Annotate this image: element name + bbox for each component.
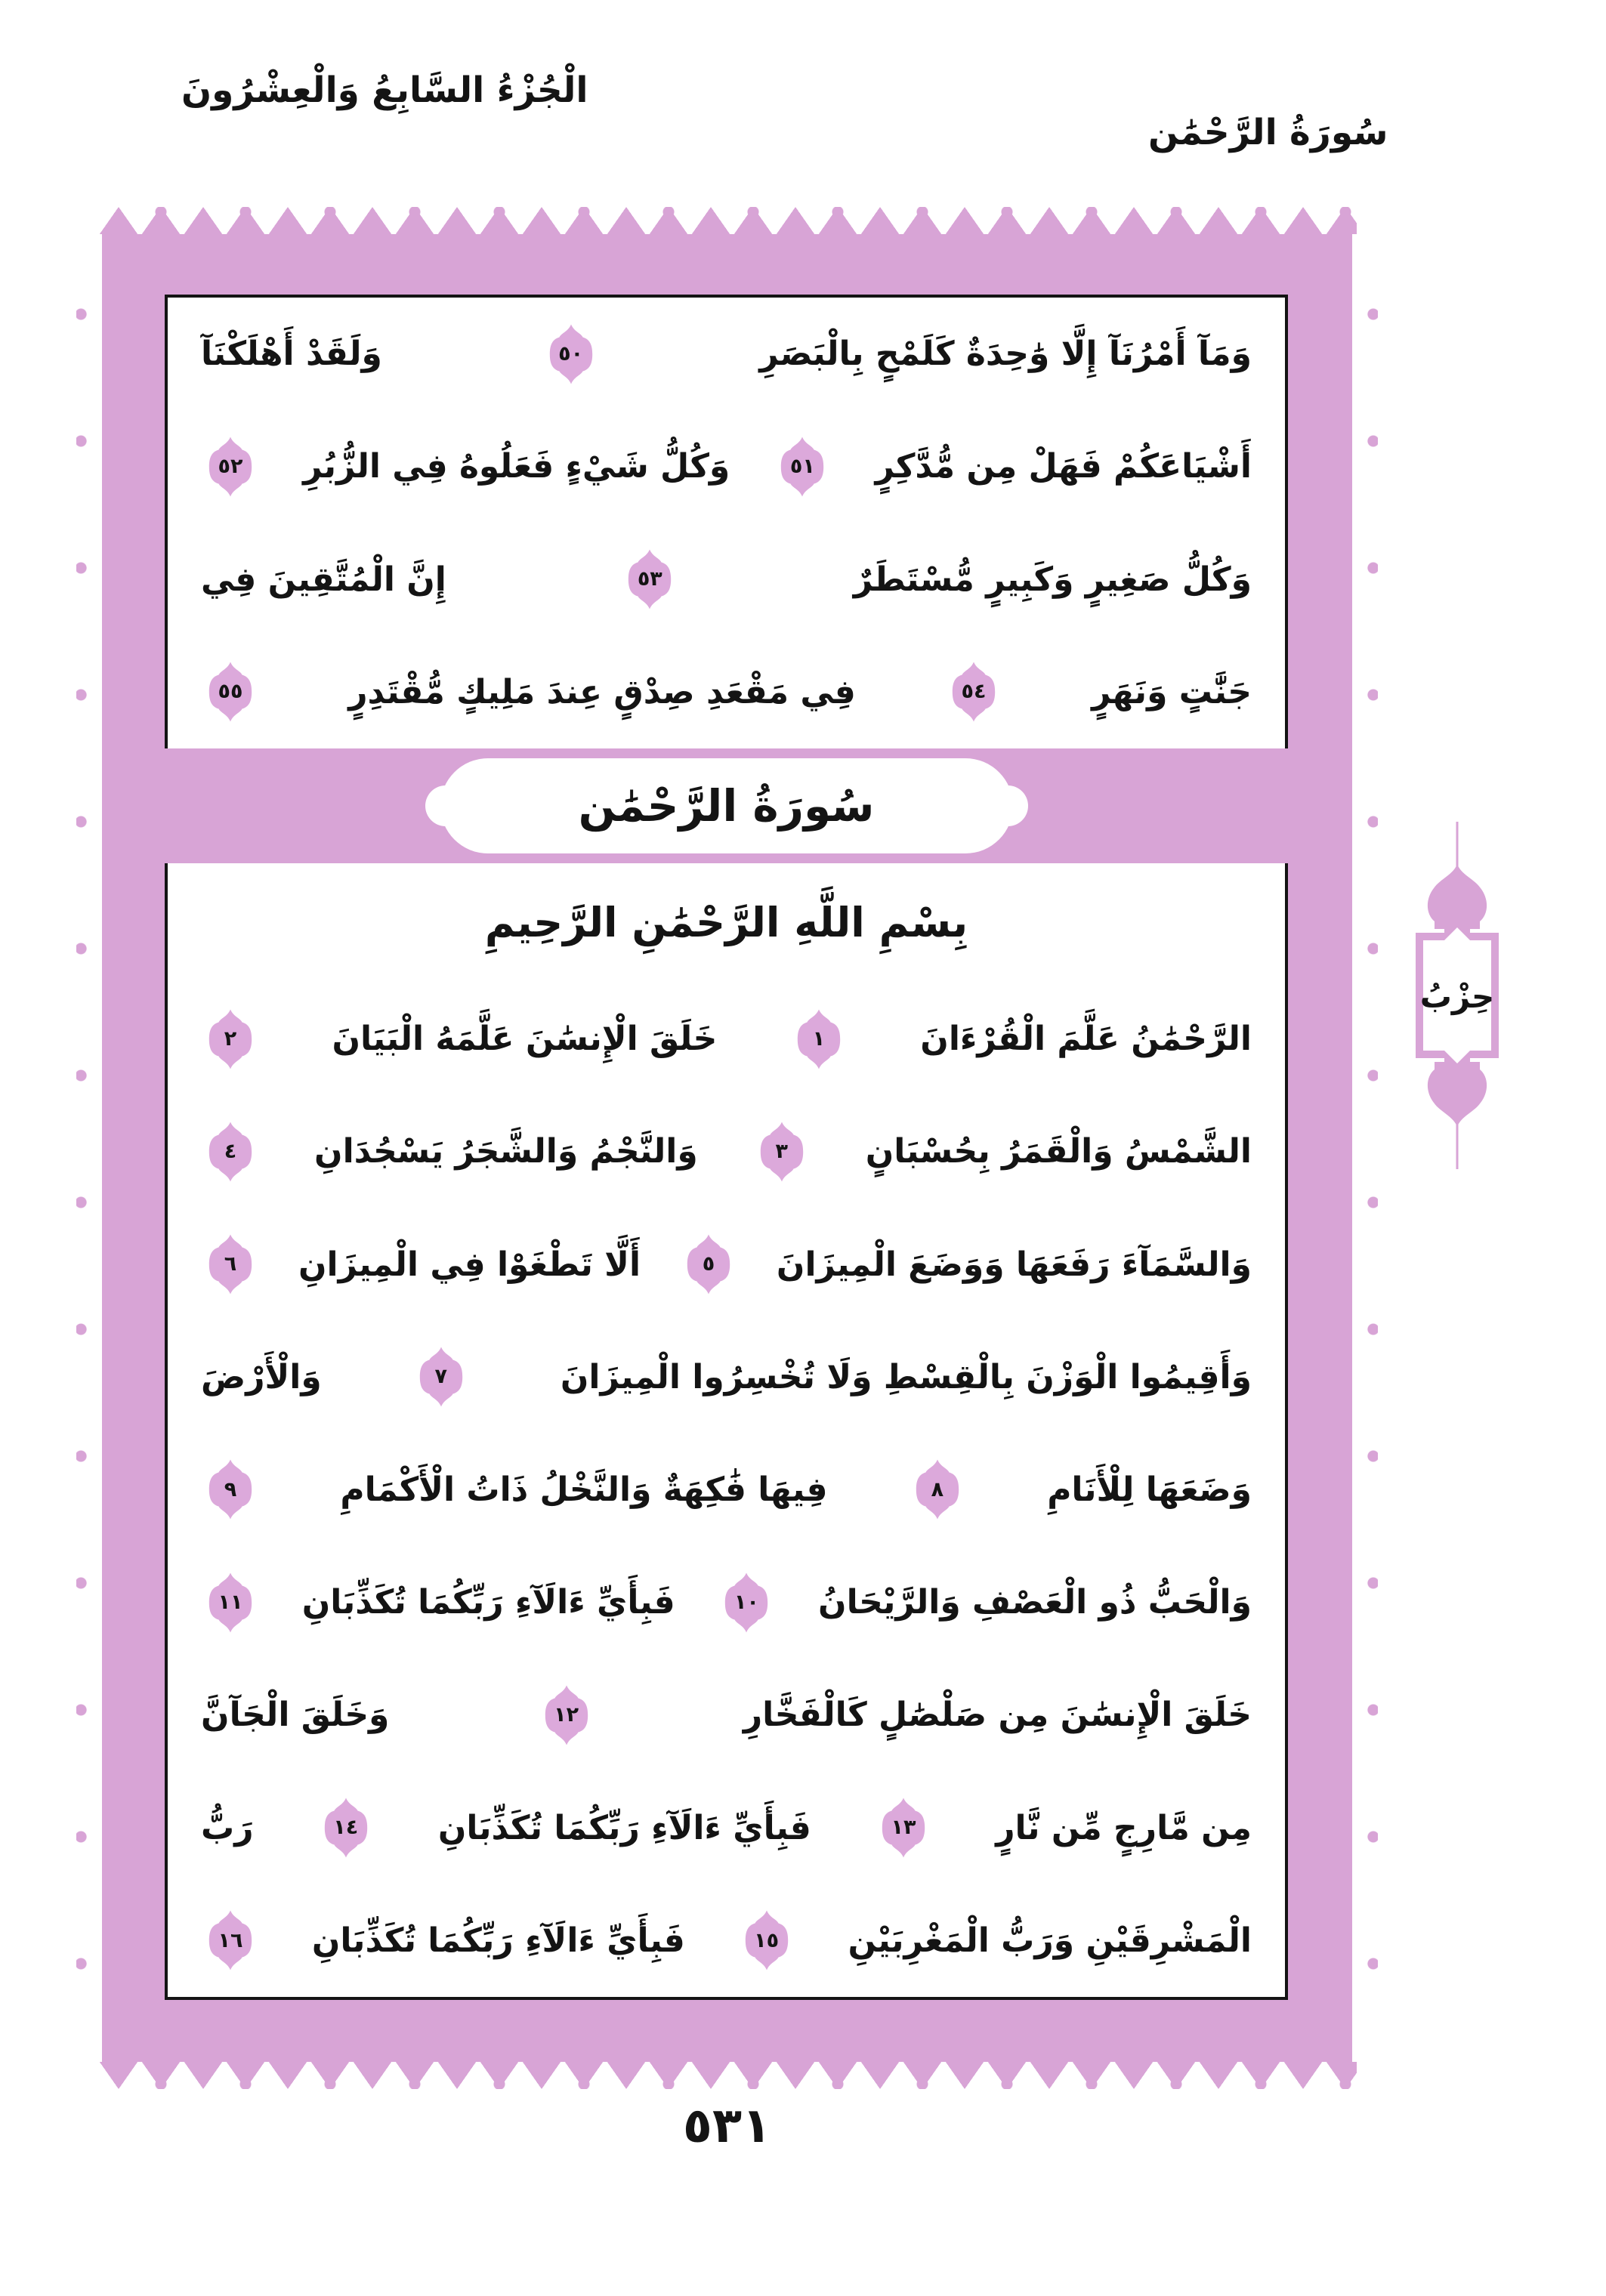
verse-text: خَلَقَ الْإِنسَٰنَ عَلَّمَهُ الْبَيَانَ [332,1020,718,1059]
ayah-number: ١٥ [754,1928,780,1952]
qamar-lines [168,298,1285,748]
ayah-marker-icon [418,1341,465,1412]
quran-line [168,298,1285,410]
ayah-number: ٢ [224,1026,237,1051]
decorative-frame [102,234,1352,2062]
quran-line [168,1095,1285,1208]
quran-line [168,523,1285,635]
ayah-marker-icon [950,656,997,727]
ayah-number: ٥٥ [218,680,243,704]
verse-text: مِن مَّارِجٍ مِّن نَّارٍ [996,1808,1252,1847]
verse-text: وَكُلُّ صَغِيرٍ وَكَبِيرٍ مُّسْتَطَرٌ [853,560,1252,599]
verse-text: وَكُلُّ شَيْءٍ فَعَلُوهُ فِي الزُّبُرِ [303,447,730,486]
verse-text: أَشْيَاعَكُمْ فَهَلْ مِن مُّدَّكِرٍ [875,447,1252,486]
ayah-number: ٤ [224,1139,237,1163]
ayah-number: ١١ [218,1590,243,1614]
verse-text: جَنَّٰتٍ وَنَهَرٍ [1092,672,1252,711]
verse-text: الْمَشْرِقَيْنِ وَرَبُّ الْمَغْرِبَيْنِ [848,1921,1252,1960]
quran-line [168,410,1285,523]
verse-text: فَبِأَيِّ ءَالَآءِ رَبِّكُمَا تُكَذِّبَانِ [301,1583,675,1622]
verse-text: خَلَقَ الْإِنسَٰنَ مِن صَلْصَٰلٍ كَالْفَخَّارِ [743,1696,1252,1735]
ayah-number: ٩ [224,1477,237,1501]
hizb-label: حِزْبُ [1419,978,1495,1015]
verse-text: أَلَّا تَطْغَوْا فِي الْمِيزَانِ [298,1245,641,1284]
text-field [165,295,1288,2000]
quran-line [168,1208,1285,1320]
verse-text: رَبُّ [201,1808,254,1847]
quran-line [168,1884,1285,1997]
quran-line [168,1772,1285,1884]
ayah-marker-icon [207,1116,254,1187]
ayah-marker-icon [880,1792,927,1863]
ayah-marker-icon [743,1905,790,1976]
ayah-number: ٥٣ [637,567,662,591]
ayah-marker-icon [543,1680,590,1751]
verse-text: الرَّحْمَٰنُ عَلَّمَ الْقُرْءَانَ [920,1020,1252,1059]
verse-text: فِي مَقْعَدِ صِدْقٍ عِندَ مَلِيكٍ مُّقْتَدِرٍ [348,672,856,711]
ayah-marker-icon [723,1567,770,1638]
rahman-lines [168,983,1285,1997]
ayah-number: ١٦ [218,1928,243,1952]
verse-text: وَلَقَدْ أَهْلَكْنَآ [201,335,382,374]
ayah-number: ١٣ [891,1816,916,1840]
ayah-number: ٥٤ [961,680,987,704]
ayah-number: ٥٢ [218,454,243,478]
ayah-marker-icon [779,431,826,502]
verse-text: فِيهَا فَٰكِهَةٌ وَالنَّخْلُ ذَاتُ الْأَكْمَامِ [340,1470,828,1509]
verse-text: وَمَآ أَمْرُنَآ إِلَّا وَٰحِدَةٌ كَلَمْحٍ بِالْبَصَرِ [759,335,1252,374]
ayah-marker-icon [323,1792,369,1863]
bismillah-text: بِسْمِ اللَّهِ الرَّحْمَٰنِ الرَّحِيمِ [484,899,968,947]
frame-zigzag-top [97,207,1357,234]
verse-text: وَضَعَهَا لِلْأَنَامِ [1047,1470,1252,1509]
ayah-number: ٦ [224,1252,237,1276]
ayah-marker-icon [914,1454,961,1525]
frame-zigzag-left [76,230,102,2066]
ayah-marker-icon [207,1905,254,1976]
ayah-number: ١٤ [333,1816,359,1840]
ayah-marker-icon [207,1229,254,1300]
ayah-marker-icon [207,1004,254,1075]
quran-line [168,636,1285,748]
ayah-number: ٥ [702,1252,715,1276]
ayah-marker-icon [207,431,254,502]
verse-text: وَالنَّجْمُ وَالشَّجَرُ يَسْجُدَانِ [314,1132,698,1171]
ayah-number: ١ [812,1026,826,1051]
ayah-marker-icon [795,1004,842,1075]
quran-line [168,1659,1285,1771]
verse-text: وَالْأَرْضَ [201,1357,322,1396]
quran-line [168,1433,1285,1546]
ayah-marker-icon [626,544,673,615]
ayah-number: ٨ [931,1477,944,1501]
ayah-marker-icon [548,319,595,390]
verse-text: وَأَقِيمُوا الْوَزْنَ بِالْقِسْطِ وَلَا تُخْسِرُوا الْمِيزَانَ [560,1357,1252,1396]
surah-title: سُورَةُ الرَّحْمَٰن [578,779,875,832]
surah-title-cartouche [440,758,1013,853]
quran-line [168,1546,1285,1659]
surah-header: سُورَةُ الرَّحْمَٰن [1148,112,1388,153]
ayah-marker-icon [758,1116,805,1187]
verse-text: إِنَّ الْمُتَّقِينَ فِي [201,560,446,599]
ayah-number: ٧ [434,1365,448,1389]
page-number: ٥٣١ [682,2098,772,2154]
ayah-number: ١٢ [554,1703,579,1727]
ayah-number: ٣ [775,1139,788,1163]
ayah-number: ٥١ [789,454,815,478]
ayah-number: ١٠ [734,1590,759,1614]
bismillah-row [168,863,1285,983]
frame-zigzag-right [1352,230,1378,2066]
verse-text: فَبِأَيِّ ءَالَآءِ رَبِّكُمَا تُكَذِّبَانِ [437,1808,811,1847]
verse-text: الشَّمْسُ وَالْقَمَرُ بِحُسْبَانٍ [865,1132,1252,1171]
verse-text: فَبِأَيِّ ءَالَآءِ رَبِّكُمَا تُكَذِّبَانِ [311,1921,685,1960]
verse-text: وَخَلَقَ الْجَآنَّ [201,1696,390,1735]
verse-text: وَالسَّمَآءَ رَفَعَهَا وَوَضَعَ الْمِيزَانَ [776,1245,1252,1284]
hizb-ornament-icon [1401,822,1514,1169]
verse-text: وَالْحَبُّ ذُو الْعَصْفِ وَالرَّيْحَانُ [818,1583,1252,1622]
surah-title-band [165,748,1288,863]
ayah-marker-icon [207,1454,254,1525]
frame-zigzag-bottom [97,2062,1357,2089]
juz-header: الْجُزْءُ السَّابِعُ وَالْعِشْرُونَ [181,69,588,111]
hizb-margin-ornament [1401,822,1514,1169]
quran-line [168,1321,1285,1433]
ayah-number: ٥٠ [558,341,584,366]
ayah-marker-icon [685,1229,732,1300]
ayah-marker-icon [207,656,254,727]
ayah-marker-icon [207,1567,254,1638]
quran-line [168,983,1285,1095]
